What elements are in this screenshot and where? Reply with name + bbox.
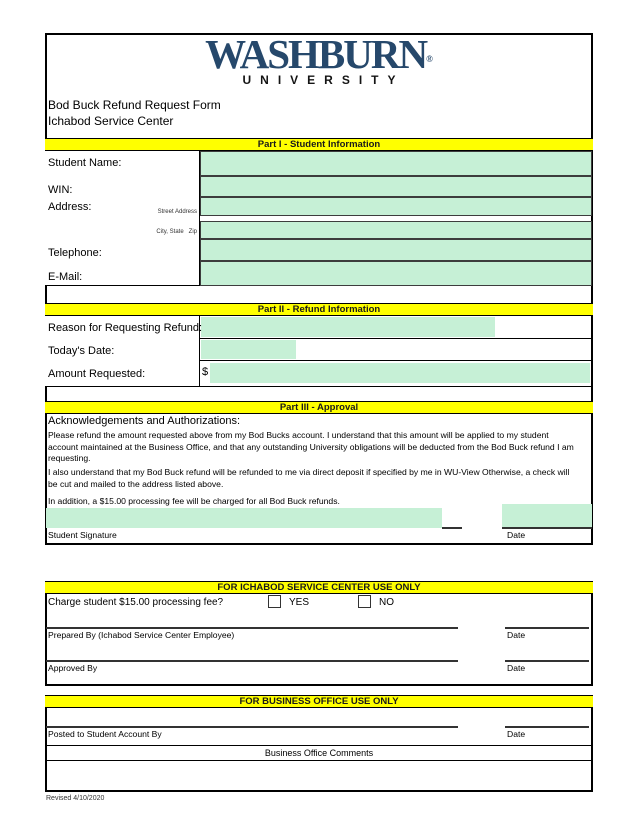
prepared-by-date-label: Date [507,630,526,640]
amount-requested-label: Amount Requested: [48,368,146,380]
no-label: NO [379,597,394,608]
no-checkbox[interactable] [358,595,371,608]
city-state-zip-sublabel: City, State Zip [156,229,197,235]
approved-by-date-label: Date [507,663,526,673]
ack-title: Acknowledgements and Authorizations: [48,415,241,427]
student-name-label: Student Name: [48,157,122,169]
part2-row-divider-1 [200,338,592,339]
part2-row-divider-2 [200,360,592,361]
posted-by-date-line [505,726,589,728]
signature-line [442,527,462,529]
email-label: E-Mail: [48,271,83,283]
part1-label-column [45,151,200,286]
signature-date-label: Date [507,530,526,540]
approved-by-line [46,660,458,662]
street-address-sublabel: Street Address [157,209,197,215]
city-state-zip-field[interactable] [200,221,592,239]
prepared-by-date-line [505,627,589,629]
form-subtitle: Ichabod Service Center [48,114,174,128]
telephone-field[interactable] [200,239,592,261]
todays-date-label: Today's Date: [48,345,115,357]
part2-bottom-border [45,386,593,387]
refund-reason-field[interactable] [201,317,495,337]
todays-date-field[interactable] [201,340,296,359]
prepared-by-label: Prepared By (Ichabod Service Center Employee) [48,630,235,640]
win-field[interactable] [200,176,592,197]
part3-header-bar: Part III - Approval [45,401,593,414]
form-title: Bod Buck Refund Request Form [48,98,221,112]
ack-paragraph-3: In addition, a $15.00 processing fee will be charged for all Bod Buck refunds. [48,496,340,506]
part2-header-bar: Part II - Refund Information [45,303,593,316]
student-signature-field[interactable] [46,508,442,528]
logo-wordmark: WASHBURN [205,31,427,77]
registered-trademark-icon: ® [426,54,433,64]
revision-note: Revised 4/10/2020 [46,795,105,802]
part1-header-bar: Part I - Student Information [45,138,593,151]
posted-by-line [46,726,458,728]
prepared-by-line [46,627,458,629]
approved-by-label: Approved By [48,663,98,673]
street-address-field[interactable] [200,197,592,216]
business-office-header-bar: FOR BUSINESS OFFICE USE ONLY [45,695,593,708]
approved-by-date-line [505,660,589,662]
student-signature-label: Student Signature [48,530,117,540]
logo-university-text: UNIVERSITY [242,73,405,87]
currency-symbol: $ [202,366,209,378]
posted-by-date-label: Date [507,729,526,739]
win-label: WIN: [48,184,73,196]
business-office-comments-area[interactable] [47,762,591,790]
email-field[interactable] [200,261,592,286]
address-label: Address: [48,201,92,213]
signature-date-field[interactable] [502,504,592,527]
business-office-comments-header: Business Office Comments [45,746,593,761]
yes-label: YES [289,597,310,608]
telephone-label: Telephone: [48,247,102,259]
ack-paragraph-1: Please refund the amount requested above from my Bod Bucks account. I understand that this amount will be applied to my student account maintained at the Business Office, and that any outstanding University obligations will be deducted from the Bod Buck refund I am requesting. [48,430,574,463]
ack-paragraph-2: I also understand that my Bod Buck refund will be refunded to me via direct deposit if specified by me in WU-View Otherwise, a check will be cut and mailed to the address listed above. [48,467,570,489]
charge-fee-question: Charge student $15.00 processing fee? [48,597,224,608]
service-center-header-bar: FOR ICHABOD SERVICE CENTER USE ONLY [45,581,593,594]
yes-checkbox[interactable] [268,595,281,608]
student-name-field[interactable] [200,151,592,176]
signature-date-line [502,527,592,529]
posted-by-label: Posted to Student Account By [48,729,162,739]
amount-requested-field[interactable] [210,363,590,383]
refund-reason-label: Reason for Requesting Refund: [48,322,203,334]
